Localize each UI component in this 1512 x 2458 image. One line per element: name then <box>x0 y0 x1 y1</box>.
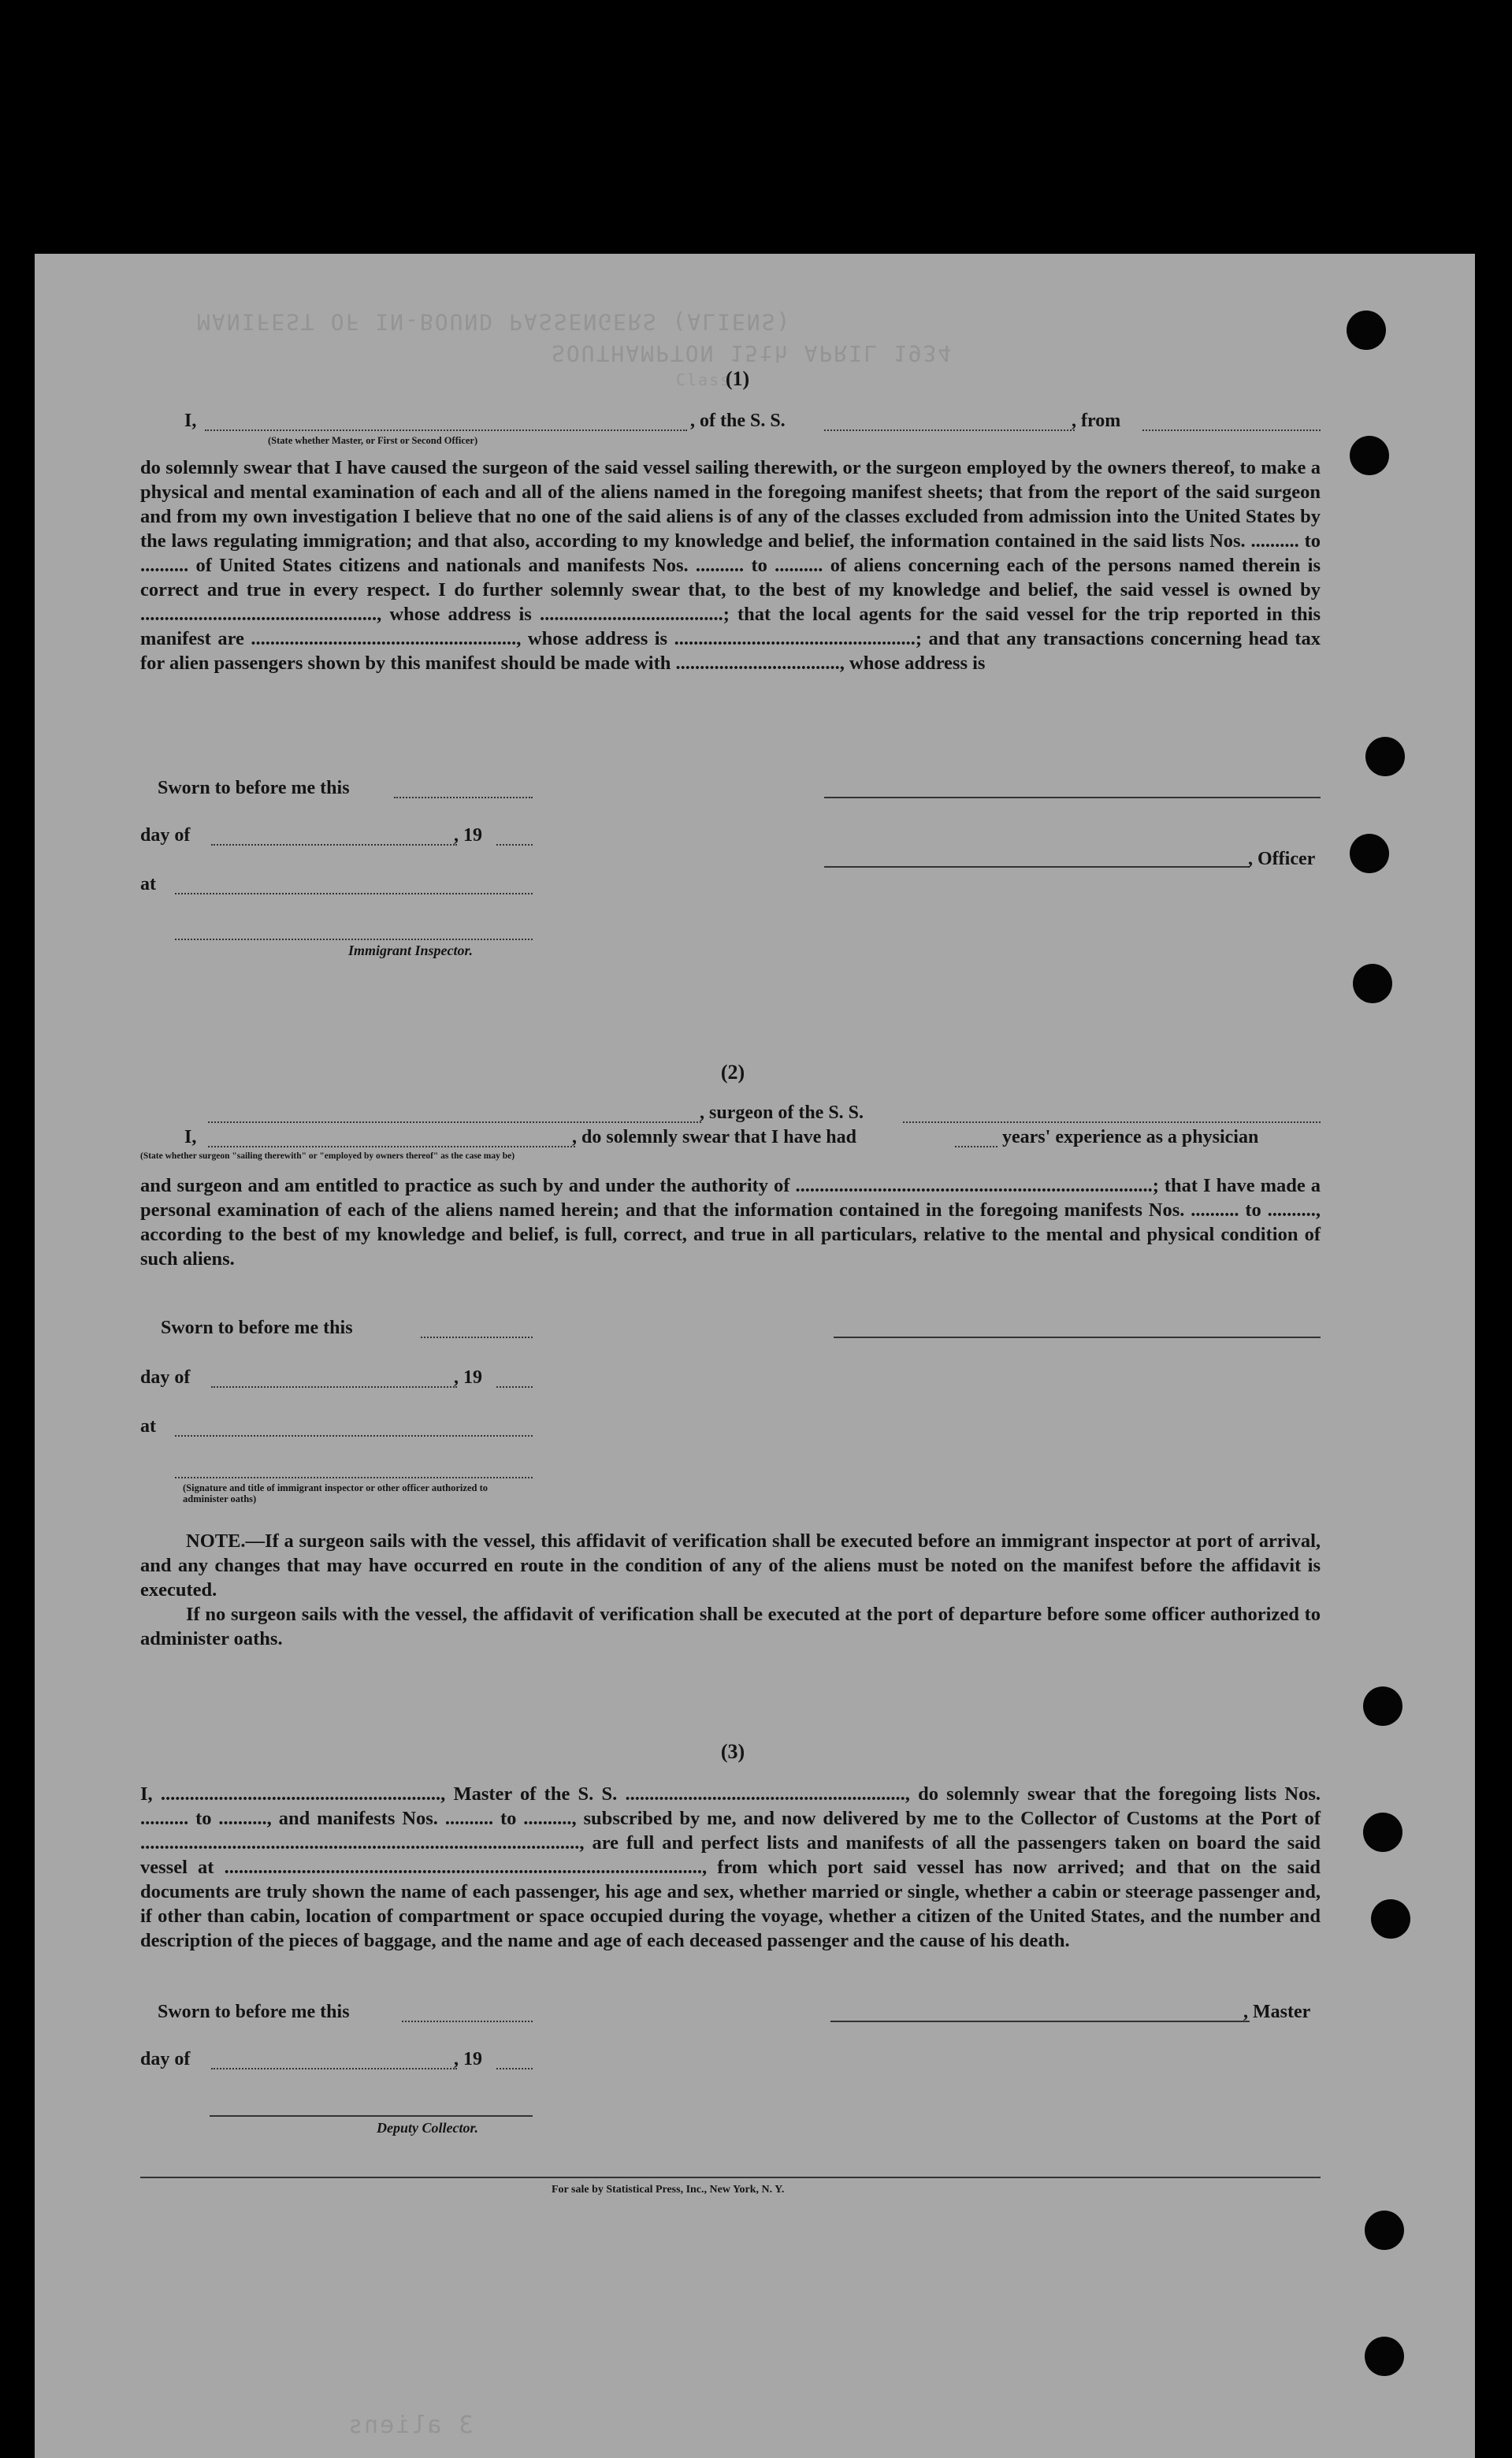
section1-day-line <box>211 844 457 846</box>
section1-from-label: , from <box>1072 411 1121 431</box>
section1-i-label: I, <box>184 411 197 431</box>
punch-hole <box>1365 2337 1404 2376</box>
section1-day-of: day of <box>140 825 191 846</box>
section1-nineteen: , 19 <box>454 825 482 846</box>
section2-signature-line <box>834 1337 1321 1338</box>
punch-hole <box>1353 964 1392 1003</box>
section2-body-text: and surgeon and am entitled to practice as such by and under the authority of ..........................................................................; that I have made a personal examination of each of the aliens named herein; and that the information contained in the foregoing manifests Nos. .......... to .........., according to the best of my knowledge and belief, is full, correct, and true in all particulars, relative to the mental and physical condition of such aliens. <box>140 1175 1321 1270</box>
ghost-header-line3: Class <box>676 370 732 389</box>
section3-day-line <box>211 2068 457 2069</box>
section1-officer-name-line <box>205 429 687 431</box>
section2-signature-title-line <box>175 1477 533 1478</box>
section2-capacity-line <box>208 1146 575 1147</box>
section3-sworn-line <box>402 2021 533 2022</box>
section2-surgeon-of: , surgeon of the S. S. <box>700 1103 864 1123</box>
footer-printer: For sale by Statistical Press, Inc., New York, N. Y. <box>552 2184 785 2196</box>
section1-from-line <box>1142 429 1321 431</box>
bottom-ghost-note: 3 aliens <box>347 2412 474 2439</box>
section2-note <box>140 1529 1321 1651</box>
section2-number: (2) <box>720 1061 745 1084</box>
section2-name-line <box>208 1121 701 1123</box>
section1-number: (1) <box>725 367 750 390</box>
section1-at: at <box>140 874 156 894</box>
section1-sworn: Sworn to before me this <box>158 778 350 798</box>
section3-collector: Deputy Collector. <box>377 2120 478 2136</box>
section1-officer: , Officer <box>1248 849 1316 869</box>
section3-nineteen: , 19 <box>454 2049 482 2069</box>
section2-note2-text: If no surgeon sails with the vessel, the affidavit of verification shall be executed at the port of departure before some officer authorized to administer oaths. <box>140 1604 1321 1649</box>
section2-year-line <box>496 1386 533 1388</box>
section3-body <box>140 1782 1321 1953</box>
ghost-header-line1: MANIFEST OF IN-BOUND PASSENGERS (ALIENS) <box>197 309 792 335</box>
section3-number: (3) <box>720 1740 745 1763</box>
section1-inspector-line <box>175 939 533 940</box>
section3-sworn: Sworn to before me this <box>158 2002 350 2022</box>
section2-hint: (State whether surgeon "sailing therewith" or "employed by owners thereof" as the case may be) <box>140 1151 515 1161</box>
section2-body <box>140 1173 1321 1271</box>
section1-vessel-line <box>824 429 1075 431</box>
section2-sworn-line <box>421 1337 533 1338</box>
section2-sworn: Sworn to before me this <box>161 1318 353 1338</box>
section2-years: years' experience as a physician <box>1002 1127 1259 1147</box>
section1-year-line <box>496 844 533 846</box>
section2-years-line <box>955 1146 997 1147</box>
section2-sig-note: (Signature and title of immigrant inspector or other officer authorized to administer oaths) <box>183 1482 488 1504</box>
section3-day-of: day of <box>140 2049 191 2069</box>
section1-i-hint: (State whether Master, or First or Second Officer) <box>268 435 478 446</box>
section1-body-text: do solemnly swear that I have caused the surgeon of the said vessel sailing therewith, or the surgeon employed by the owners thereof, to make a physical and mental examination of each and all of the aliens named in the foregoing manifest sheets; that from the report of the said surgeon and from my own investigation I believe that no one of the said aliens is of any of the classes excluded from admission into the United States by the laws regulating immigration; and that also, according to my knowledge and belief, the information contained in the said lists Nos. .......... to .......... of United States citizens and nationals and manifests Nos. .......... to .......... of aliens concerning each of the persons named therein is correct and true in every respect. I do further solemnly swear that, to the best of my knowledge and belief, the said vessel is owned by ................................................., whose address is ......................................; that the local agents for the said vessel for the trip reported in this manifest are ......................................................., whose address is ..................................................; and that any transactions concerning head tax for alien passengers shown by this manifest should be made with .................................., whose address is <box>140 457 1321 674</box>
punch-hole <box>1350 436 1389 475</box>
punch-hole <box>1350 834 1389 873</box>
section3-year-line <box>496 2068 533 2069</box>
section2-nineteen: , 19 <box>454 1367 482 1388</box>
punch-hole <box>1363 1686 1402 1726</box>
section1-of-ss-label: , of the S. S. <box>690 411 786 431</box>
section2-note-text: NOTE.—If a surgeon sails with the vessel, this affidavit of verification shall be executed before an immigrant inspector at port of arrival, and any changes that may have occurred en route in the condition of any of the aliens must be noted on the manifest before the affidavit is executed. <box>140 1530 1321 1601</box>
section1-sworn-line <box>394 797 533 798</box>
section1-signature-line <box>824 797 1321 798</box>
punch-hole <box>1365 737 1405 776</box>
section2-vessel-line <box>903 1121 1321 1123</box>
section1-body <box>140 456 1321 675</box>
punch-hole <box>1363 1813 1402 1852</box>
section1-inspector: Immigrant Inspector. <box>348 943 474 958</box>
footer-rule <box>140 2177 1321 2178</box>
section2-at: at <box>140 1416 156 1437</box>
punch-hole <box>1365 2211 1404 2250</box>
section3-master: , Master <box>1243 2002 1311 2022</box>
section1-officer-line <box>824 866 1250 868</box>
section2-at-line <box>175 1435 533 1437</box>
section3-collector-line <box>210 2115 533 2117</box>
section3-body-text: I, .........................................................., Master of the S. S. .........................................................., do solemnly swear that the foregoing lists Nos. .......... to .........., and manifests Nos. .......... to .........., subscribed by me, and now delivered by me to the Collector of Customs at the Port of ..........................................................................................., are full and perfect lists and manifests of all the passengers taken on board the said vessel at ..................................................................................................., from which port said vessel has now arrived; and that on the said documents are truly shown the name of each passenger, his age and sex, whether married or single, whether a cabin or steerage passenger and, if other than cabin, location of compartment or space occupied during the voyage, whether a citizen of the United States, and the number and description of the pieces of baggage, and the name and age of each deceased passenger and the cause of his death. <box>140 1783 1321 1951</box>
punch-hole <box>1347 311 1386 350</box>
section2-swear: , do solemnly swear that I have had <box>572 1127 856 1147</box>
section2-i-label: I, <box>184 1127 197 1147</box>
section2-day-line <box>211 1386 457 1388</box>
section2-day-of: day of <box>140 1367 191 1388</box>
ghost-header-line2: SOUTHAMPTON 15th APRIL 1934 <box>552 340 953 366</box>
section3-master-signature-line <box>830 2021 1250 2022</box>
punch-hole <box>1371 1899 1410 1939</box>
section1-at-line <box>175 893 533 894</box>
